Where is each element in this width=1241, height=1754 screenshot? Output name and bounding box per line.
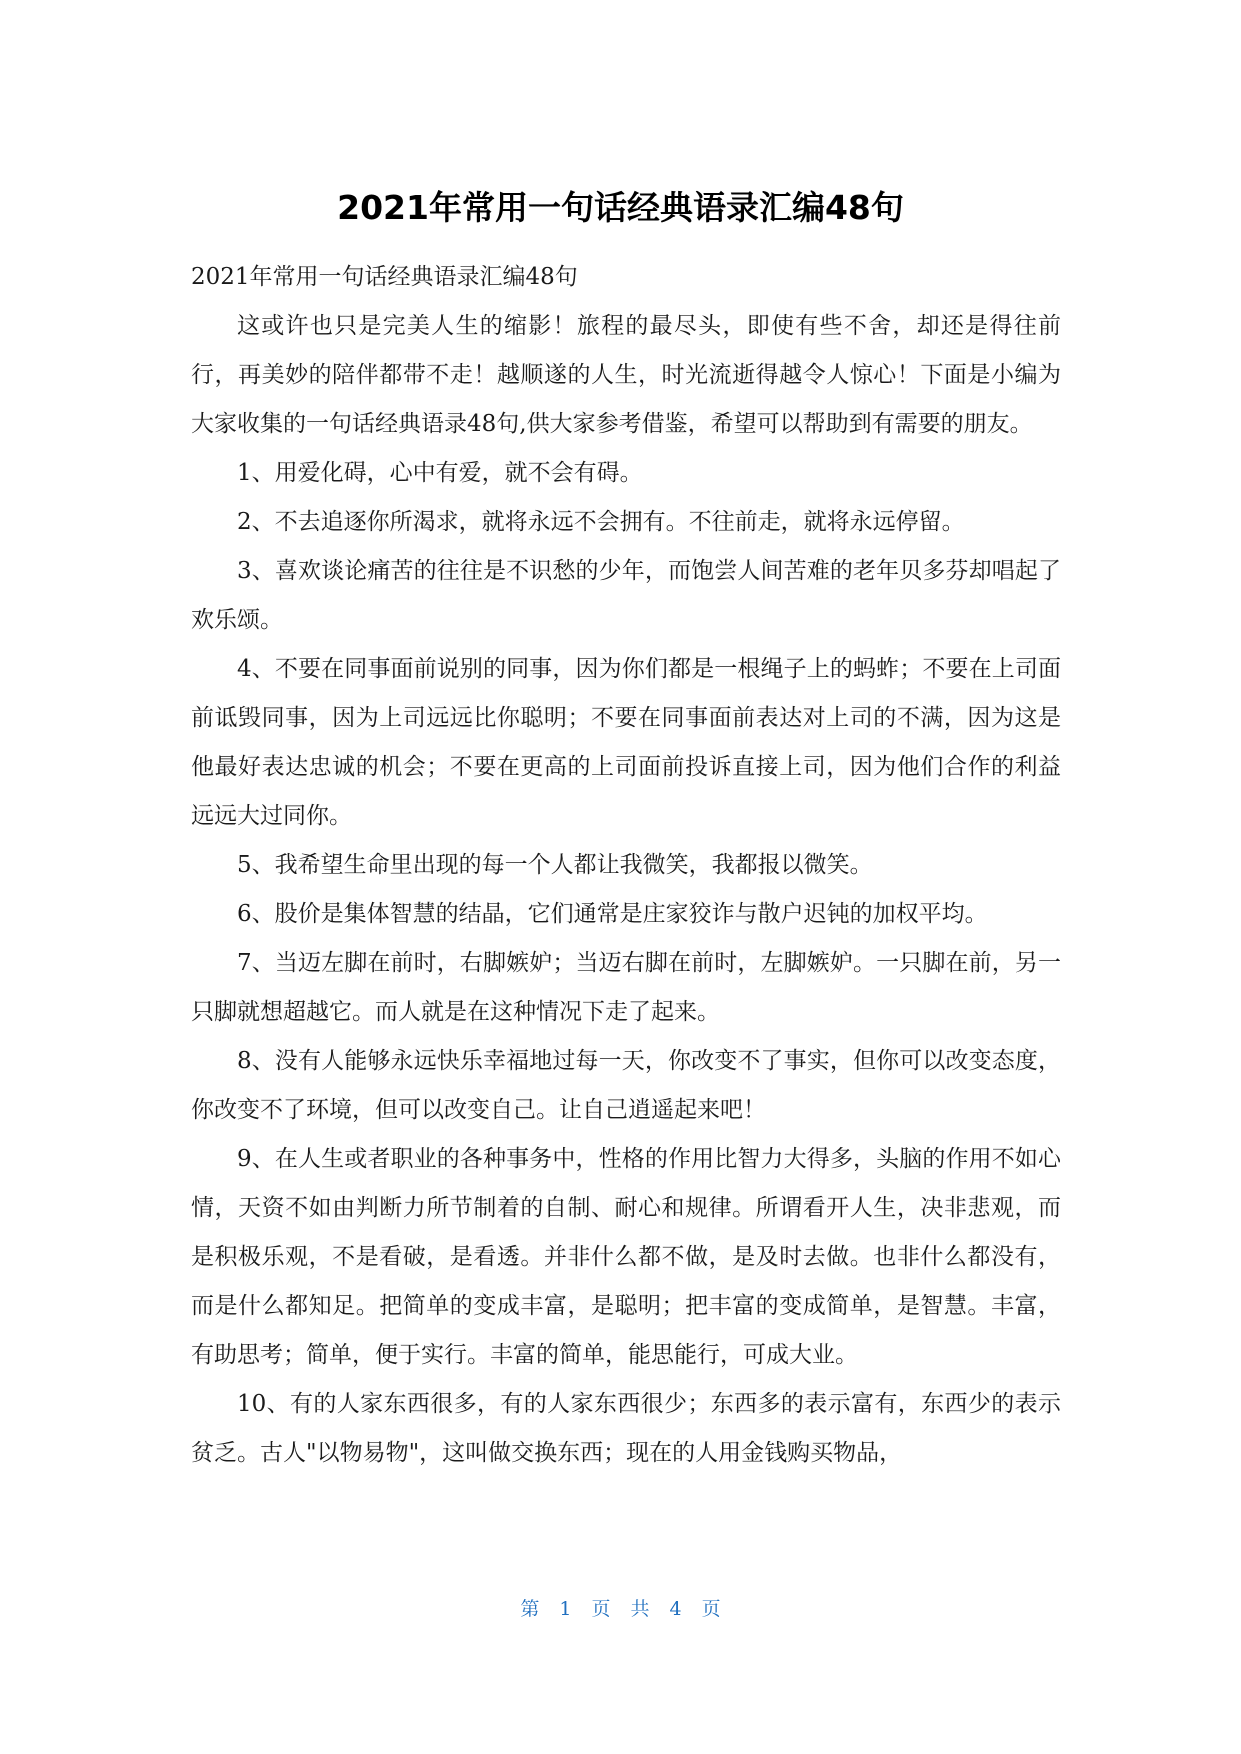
quote-item: 6、股价是集体智慧的结晶，它们通常是庄家狡诈与散户迟钝的加权平均。 [237,901,988,927]
quote-item: 5、我希望生命里出现的每一个人都让我微笑，我都报以微笑。 [237,852,873,878]
document-subtitle: 2021年常用一句话经典语录汇编48句 [191,264,578,290]
quote-item: 1、用爱化碍，心中有爱，就不会有碍。 [237,460,643,486]
footer-page-unit: 页 [591,1598,611,1620]
footer-page-total: 4 [669,1598,682,1620]
quote-item: 4、不要在同事面前说别的同事，因为你们都是一根绳子上的蚂蚱；不要在上司面前诋毁同事，因为上司远远比你聪明；不要在同事面前表达对上司的不满，因为这是他最好表达忠诚的机会；不要在更高的上司面前投诉直接上司，因为他们合作的利益远远大过同你。 [191,656,1061,829]
quote-item: 9、在人生或者职业的各种事务中，性格的作用比智力大得多，头脑的作用不如心情，天资不如由判断力所节制着的自制、耐心和规律。所谓看开人生，决非悲观，而是积极乐观，不是看破，是看透。并非什么都不做，是及时去做。也非什么都没有，而是什么都知足。把简单的变成丰富，是聪明；把丰富的变成简单，是智慧。丰富，有助思考；简单，便于实行。丰富的简单，能思能行，可成大业。 [191,1146,1061,1368]
page-footer [0,1596,1241,1622]
document-title: 2021年常用一句话经典语录汇编48句 [337,188,904,227]
intro-paragraph: 这或许也只是完美人生的缩影！旅程的最尽头，即使有些不舍，却还是得往前行，再美妙的陪伴都带不走！越顺遂的人生，时光流逝得越令人惊心！下面是小编为大家收集的一句话经典语录48句,供大家参考借鉴，希望可以帮助到有需要的朋友。 [191,313,1061,437]
quote-item: 7、当迈左脚在前时，右脚嫉妒；当迈右脚在前时，左脚嫉妒。一只脚在前，另一只脚就想超越它。而人就是在这种情况下走了起来。 [191,950,1061,1025]
quote-item: 2、不去追逐你所渴求，就将永远不会拥有。不往前走，就将永远停留。 [237,509,965,535]
quote-item: 3、喜欢谈论痛苦的往往是不识愁的少年，而饱尝人间苦难的老年贝多芬却唱起了欢乐颂。 [191,558,1061,633]
quote-item: 10、有的人家东西很多，有的人家东西很少；东西多的表示富有，东西少的表示贫乏。古人"以物易物"，这叫做交换东西；现在的人用金钱购买物品， [191,1391,1061,1466]
footer-total-label: 共 [630,1598,650,1620]
footer-page-current: 1 [559,1598,572,1620]
document-body [191,253,1061,1478]
quote-item: 8、没有人能够永远快乐幸福地过每一天，你改变不了事实，但你可以改变态度，你改变不了环境，但可以改变自己。让自己逍遥起来吧！ [191,1048,1061,1123]
footer-total-unit: 页 [701,1598,721,1620]
footer-page-label: 第 [520,1598,540,1620]
